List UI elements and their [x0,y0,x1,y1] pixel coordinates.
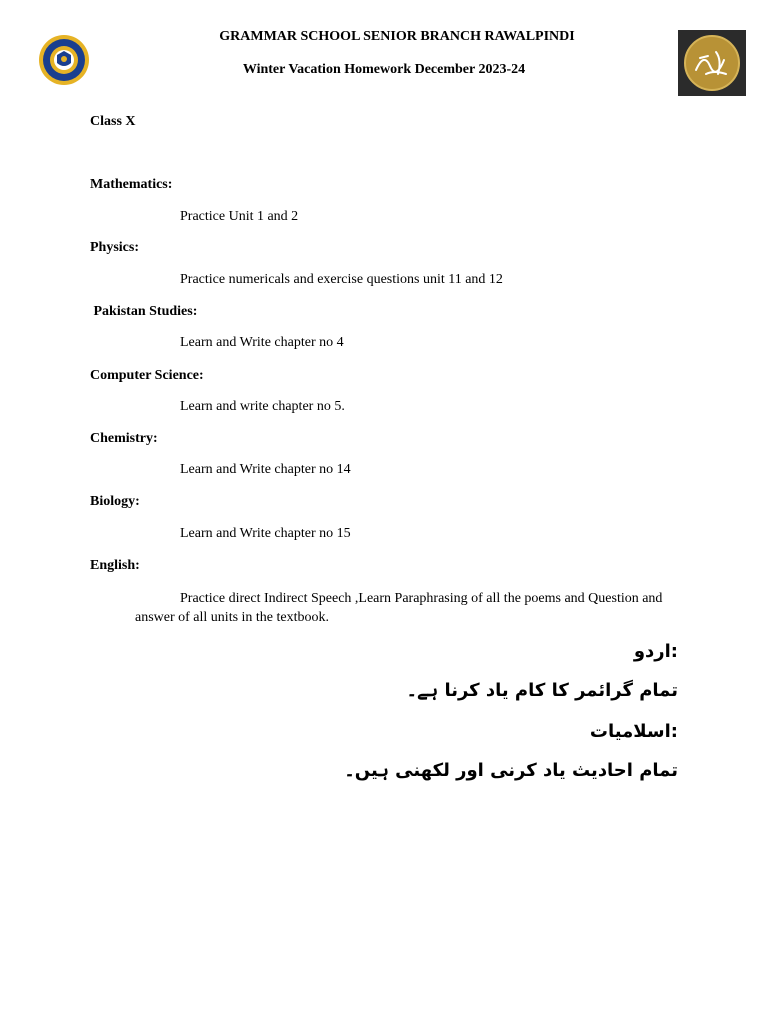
subject-computer-science: Computer Science: [90,368,204,383]
subject-biology: Biology: [90,494,140,509]
task-urdu: تمام گرائمر کا کام یاد کرنا ہے۔ [406,680,678,701]
subject-pakistan-studies: Pakistan Studies: [90,304,198,319]
task-computer-science: Learn and write chapter no 5. [180,399,345,414]
task-islamiat: تمام احادیث یاد کرنی اور لکھنی ہیں۔ [344,760,678,781]
task-pakistan-studies: Learn and Write chapter no 4 [180,335,344,350]
task-english: Practice direct Indirect Speech ,Learn Paraphrasing of all the poems and Question and answer of all units in the textbook. [135,591,663,625]
subject-chemistry: Chemistry: [90,431,158,446]
task-mathematics: Practice Unit 1 and 2 [180,209,299,224]
task-chemistry: Learn and Write chapter no 14 [180,462,351,477]
homework-title: Winter Vacation Homework December 2023-24 [242,62,526,77]
school-name-heading: GRAMMAR SCHOOL SENIOR BRANCH RAWALPINDI [219,29,575,44]
task-physics: Practice numericals and exercise questions unit 11 and 12 [180,272,503,287]
subject-physics: Physics: [90,240,139,255]
subject-english: English: [90,558,140,573]
subject-islamiat: :اسلامیات [589,721,678,742]
subject-urdu: :اردو [633,641,678,662]
subject-mathematics: Mathematics: [90,177,173,192]
class-label: Class X [90,114,136,129]
task-biology: Learn and Write chapter no 15 [180,526,351,541]
